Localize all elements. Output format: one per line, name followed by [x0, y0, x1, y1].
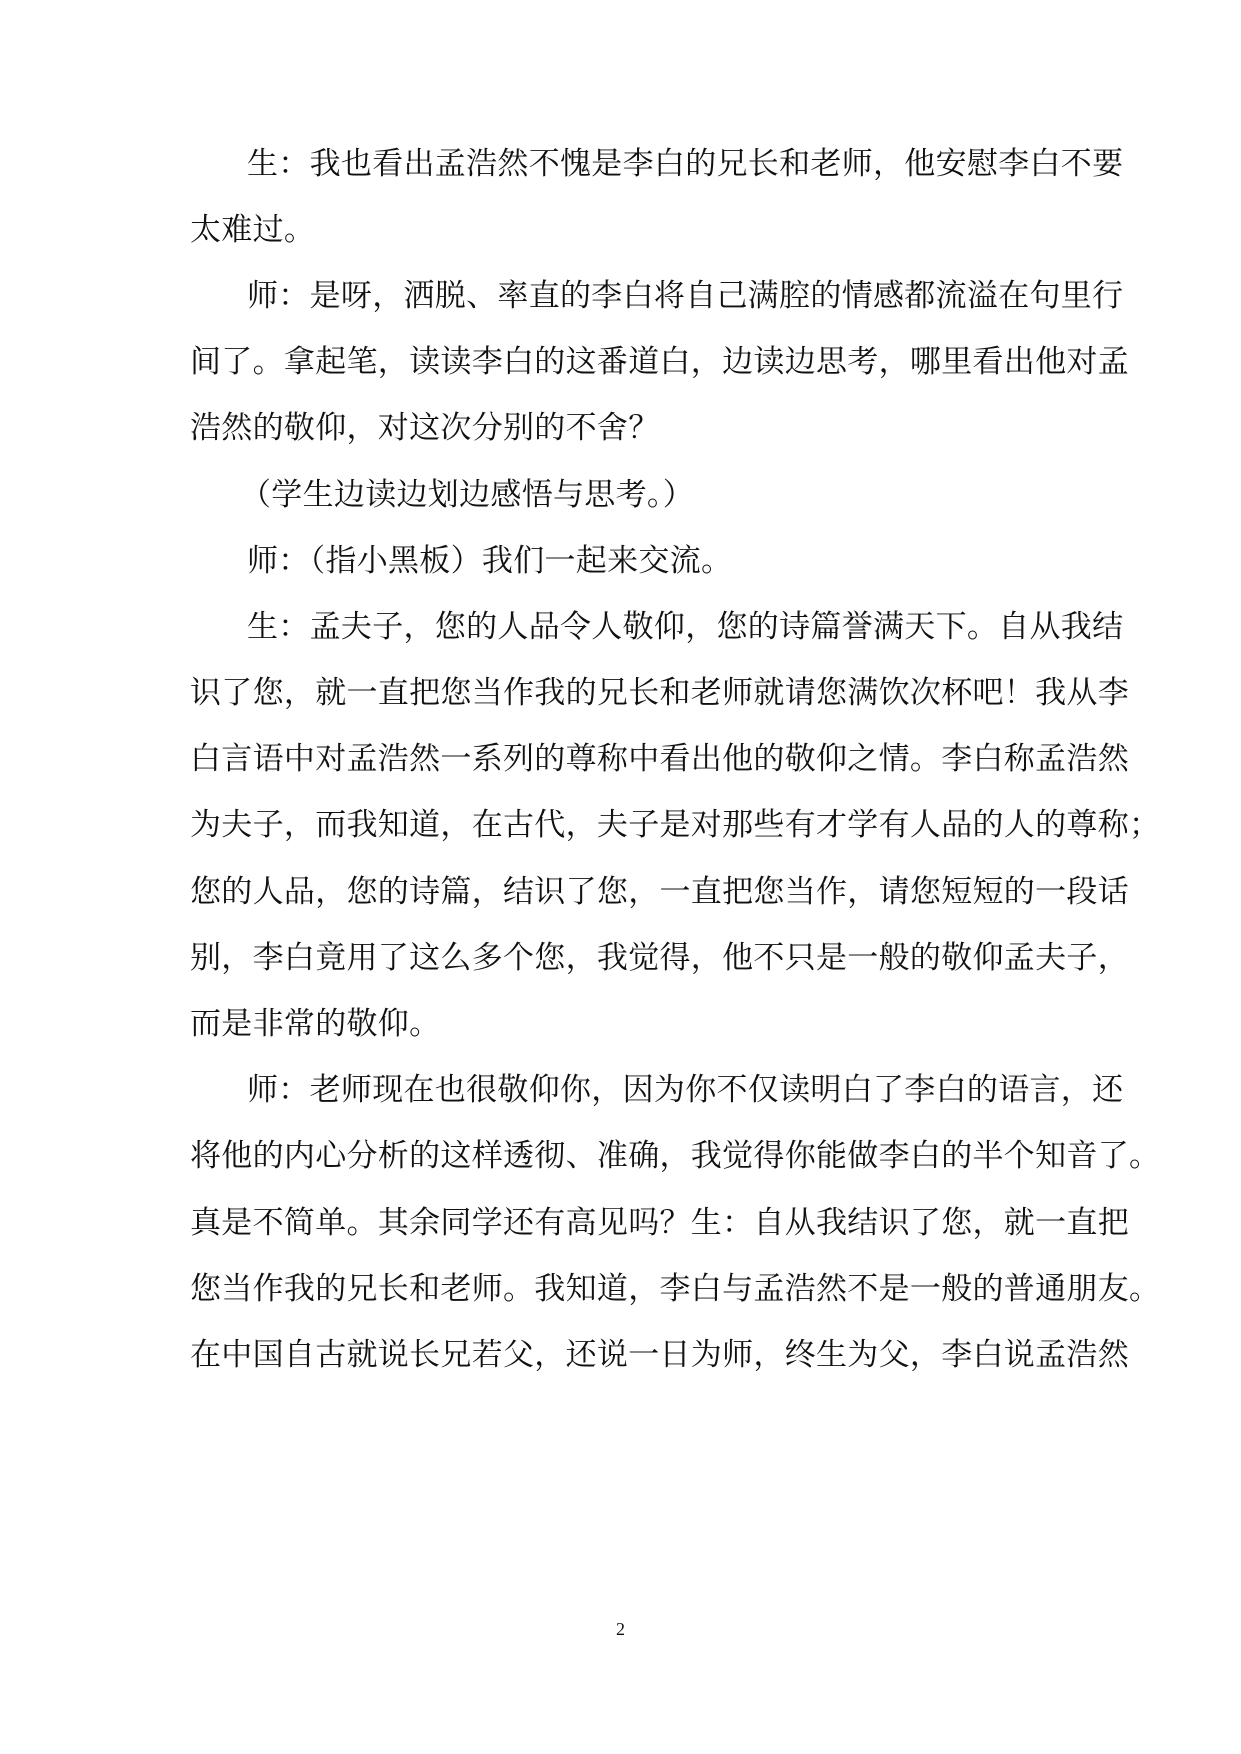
- text-line: 将他的内心分析的这样透彻、准确，我觉得你能做李白的半个知音了。: [190, 1138, 1161, 1174]
- text-line: 间了。拿起笔，读读李白的这番道白，边读边思考，哪里看出他对孟: [190, 344, 1129, 380]
- text-line: 白言语中对孟浩然一系列的尊称中看出他的敬仰之情。李白称孟浩然: [190, 741, 1129, 777]
- text-line: 生：孟夫子，您的人品令人敬仰，您的诗篇誉满天下。自从我结: [247, 609, 1124, 645]
- text-line: 师：是呀，洒脱、率直的李白将自己满腔的情感都流溢在句里行: [247, 278, 1124, 314]
- text-line: 别，李白竟用了这么多个您，我觉得，他不只是一般的敬仰孟夫子，: [190, 940, 1129, 976]
- text-line: 师：（指小黑板）我们一起来交流。: [247, 543, 733, 579]
- text-line: 为夫子，而我知道，在古代，夫子是对那些有才学有人品的人的尊称；: [190, 807, 1161, 843]
- text-line: 生：我也看出孟浩然不愧是李白的兄长和老师，他安慰李白不要: [247, 146, 1124, 182]
- text-line: 您当作我的兄长和老师。我知道，李白与孟浩然不是一般的普通朋友。: [190, 1271, 1161, 1307]
- text-line: 师：老师现在也很敬仰你，因为你不仅读明白了李白的语言，还: [247, 1072, 1124, 1108]
- text-line: 太难过。: [190, 212, 316, 248]
- text-line: （学生边读边划边感悟与思考。）: [240, 477, 694, 513]
- text-line: 真是不简单。其余同学还有高见吗？生：自从我结识了您，就一直把: [190, 1205, 1129, 1241]
- text-line: 识了您，就一直把您当作我的兄长和老师就请您满饮次杯吧！我从李: [190, 675, 1129, 711]
- text-line: 而是非常的敬仰。: [190, 1006, 441, 1042]
- page-number: 2: [616, 1619, 625, 1639]
- text-line: 在中国自古就说长兄若父，还说一日为师，终生为父，李白说孟浩然: [190, 1337, 1129, 1373]
- text-line: 您的人品，您的诗篇，结识了您，一直把您当作，请您短短的一段话: [190, 874, 1129, 910]
- text-line: 浩然的敬仰，对这次分别的不舍？: [190, 410, 660, 446]
